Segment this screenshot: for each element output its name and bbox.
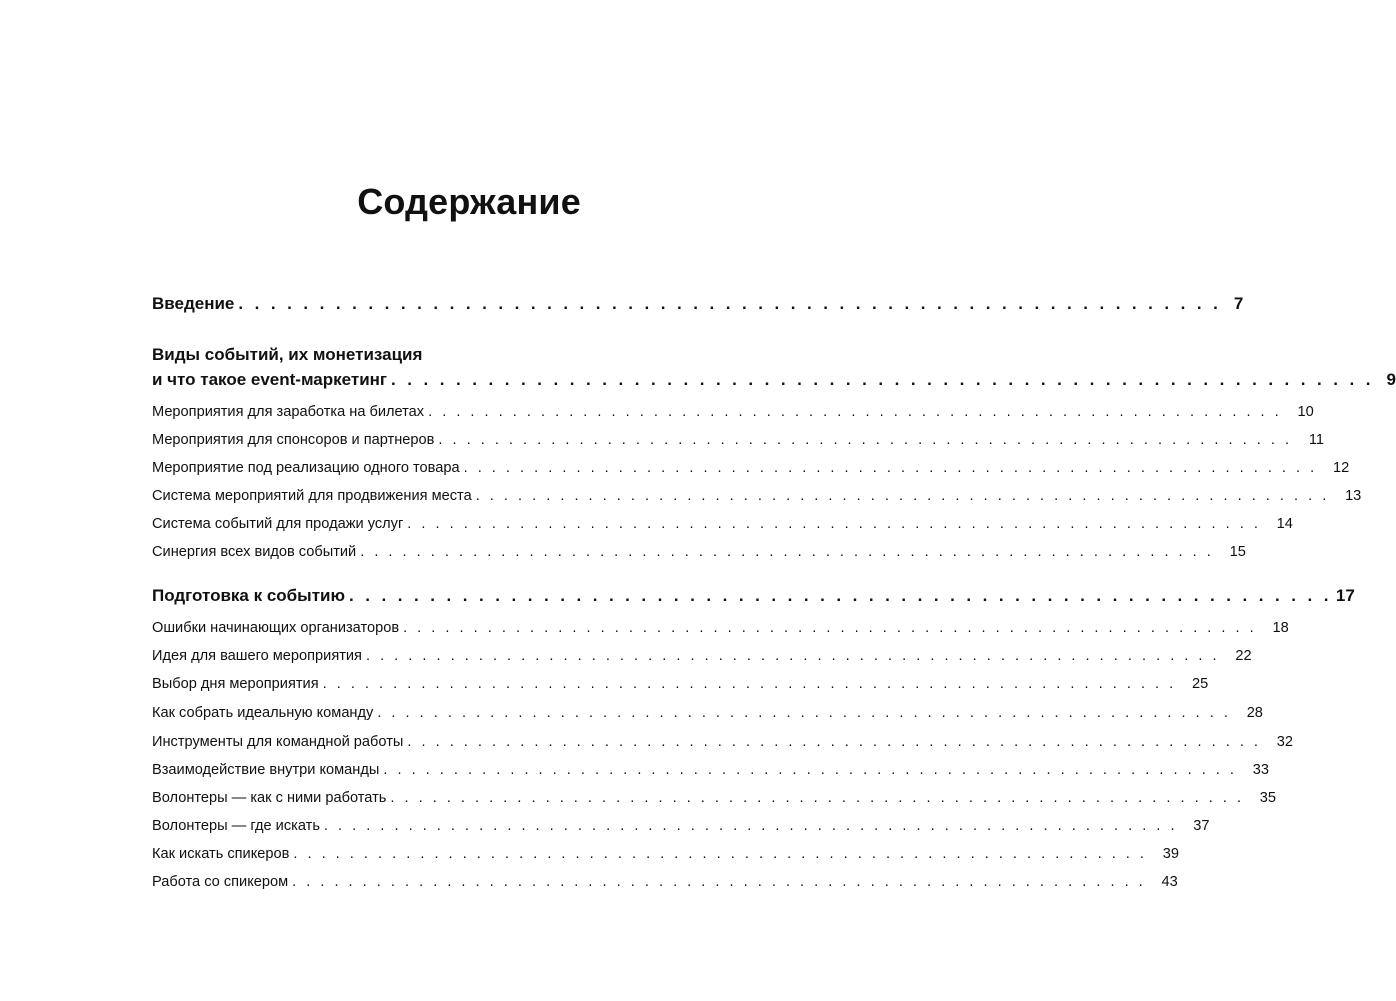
toc-chapter-introduction[interactable] [152, 294, 1244, 314]
section-title: Мероприятия для заработка на билетах [152, 404, 425, 420]
toc-section[interactable] [152, 874, 1178, 890]
page-title: Содержание [357, 181, 581, 222]
section-title: Волонтеры — как с ними работать [152, 790, 387, 806]
dot-leader: . . . . . . . . . . . . . . . . . . . . . . . . . . . . . . . . . . . . . . . . . . . . . . . . . . . . . . . . . . . . . [365, 648, 1220, 664]
section-page-number: 39 [1162, 846, 1179, 862]
toc-section[interactable] [152, 544, 1246, 560]
toc-chapter-event-types[interactable] [152, 370, 1396, 390]
chapter-title: Введение [152, 294, 235, 313]
chapter-title-line1[interactable]: Виды событий, их монетизация [152, 345, 423, 364]
section-title: Система событий для продажи услуг [152, 516, 404, 532]
dot-leader: . . . . . . . . . . . . . . . . . . . . . . . . . . . . . . . . . . . . . . . . . . . . . . . . . . . . . . . . . . . . . [438, 432, 1292, 448]
toc-section[interactable] [152, 516, 1293, 532]
toc-section[interactable] [152, 404, 1314, 420]
section-title: Как собрать идеальную команду [152, 705, 374, 721]
dot-leader: . . . . . . . . . . . . . . . . . . . . . . . . . . . . . . . . . . . . . . . . . . . . . . . . . . . . . . . . . . . . . [293, 846, 1147, 862]
section-page-number: 32 [1276, 734, 1293, 750]
section-title: Как искать спикеров [152, 846, 290, 862]
section-page-number: 37 [1193, 818, 1210, 834]
section-title: Мероприятия для спонсоров и партнеров [152, 432, 435, 448]
dot-leader: . . . . . . . . . . . . . . . . . . . . . . . . . . . . . . . . . . . . . . . . . . . . . . . . . . . . . . . . . . . . . [475, 488, 1330, 504]
chapter-page-number: 7 [1233, 294, 1244, 313]
section-page-number: 13 [1345, 488, 1362, 504]
chapter-title: Подготовка к событию [152, 586, 345, 605]
section-page-number: 11 [1308, 432, 1324, 448]
dot-leader: . . . . . . . . . . . . . . . . . . . . . . . . . . . . . . . . . . . . . . . . . . . . . . . . . . . . . . . . . . . . . [349, 586, 1332, 605]
toc-section[interactable] [152, 676, 1209, 692]
dot-leader: . . . . . . . . . . . . . . . . . . . . . . . . . . . . . . . . . . . . . . . . . . . . . . . . . . . . . . . . . . . . . [407, 516, 1261, 532]
section-title: Взаимодействие внутри команды [152, 762, 380, 778]
dot-leader: . . . . . . . . . . . . . . . . . . . . . . . . . . . . . . . . . . . . . . . . . . . . . . . . . . . . . . . . . . . . . [383, 762, 1237, 778]
dot-leader: . . . . . . . . . . . . . . . . . . . . . . . . . . . . . . . . . . . . . . . . . . . . . . . . . . . . . . . . . . . . . [390, 790, 1244, 806]
dot-leader: . . . . . . . . . . . . . . . . . . . . . . . . . . . . . . . . . . . . . . . . . . . . . . . . . . . . . . . . . . . . . [403, 620, 1257, 636]
dot-leader: . . . . . . . . . . . . . . . . . . . . . . . . . . . . . . . . . . . . . . . . . . . . . . . . . . . . . . . . . . . . . [407, 734, 1261, 750]
section-title: Волонтеры — где искать [152, 818, 320, 834]
toc-section[interactable] [152, 620, 1289, 636]
toc-section[interactable] [152, 705, 1263, 721]
section-page-number: 28 [1246, 705, 1263, 721]
section-title: Выбор дня мероприятия [152, 676, 319, 692]
section-page-number: 18 [1272, 620, 1289, 636]
chapter-page-number: 17 [1335, 586, 1355, 605]
section-page-number: 25 [1191, 676, 1209, 692]
section-page-number: 22 [1235, 648, 1252, 664]
section-title: Работа со спикером [152, 874, 289, 890]
section-page-number: 15 [1229, 544, 1246, 560]
section-title: Ошибки начинающих организаторов [152, 620, 400, 636]
section-page-number: 10 [1297, 404, 1314, 420]
dot-leader: . . . . . . . . . . . . . . . . . . . . . . . . . . . . . . . . . . . . . . . . . . . . . . . . . . . . . . . . . . . . . [391, 370, 1374, 389]
section-title: Синергия всех видов событий [152, 544, 357, 560]
dot-leader: . . . . . . . . . . . . . . . . . . . . . . . . . . . . . . . . . . . . . . . . . . . . . . . . . . . . . . . . . . . . . [360, 544, 1214, 560]
toc-chapter-preparation[interactable] [152, 586, 1355, 606]
section-title: Инструменты для командной работы [152, 734, 404, 750]
toc-section[interactable] [152, 648, 1252, 664]
section-title: Система мероприятий для продвижения места [152, 488, 472, 504]
section-page-number: 33 [1252, 762, 1269, 778]
dot-leader: . . . . . . . . . . . . . . . . . . . . . . . . . . . . . . . . . . . . . . . . . . . . . . . . . . . . . . . . . . . . . [377, 705, 1231, 721]
toc-section[interactable] [152, 846, 1179, 862]
toc-section[interactable] [152, 790, 1276, 806]
dot-leader: . . . . . . . . . . . . . . . . . . . . . . . . . . . . . . . . . . . . . . . . . . . . . . . . . . . . . . . . . . . . . [322, 676, 1177, 692]
chapter-title: и что такое event-маркетинг [152, 370, 388, 389]
section-page-number: 12 [1332, 460, 1350, 476]
dot-leader: . . . . . . . . . . . . . . . . . . . . . . . . . . . . . . . . . . . . . . . . . . . . . . . . . . . . . . . . . . . . . [428, 404, 1282, 420]
section-page-number: 14 [1276, 516, 1293, 532]
dot-leader: . . . . . . . . . . . . . . . . . . . . . . . . . . . . . . . . . . . . . . . . . . . . . . . . . . . . . . . . . . . . . [292, 874, 1146, 890]
toc-section[interactable] [152, 818, 1210, 834]
toc-section[interactable] [152, 734, 1293, 750]
section-page-number: 35 [1259, 790, 1276, 806]
section-page-number: 43 [1161, 874, 1178, 890]
section-title: Мероприятие под реализацию одного товара [152, 460, 460, 476]
dot-leader: . . . . . . . . . . . . . . . . . . . . . . . . . . . . . . . . . . . . . . . . . . . . . . . . . . . . . . . . . . . . . [463, 460, 1318, 476]
toc-section[interactable] [152, 432, 1324, 448]
dot-leader: . . . . . . . . . . . . . . . . . . . . . . . . . . . . . . . . . . . . . . . . . . . . . . . . . . . . . . . . . . . . . [323, 818, 1178, 834]
toc-section[interactable] [152, 488, 1362, 504]
section-title: Идея для вашего мероприятия [152, 648, 362, 664]
dot-leader: . . . . . . . . . . . . . . . . . . . . . . . . . . . . . . . . . . . . . . . . . . . . . . . . . . . . . . . . . . . . . [238, 294, 1222, 313]
toc-section[interactable] [152, 762, 1269, 778]
chapter-page-number: 9 [1386, 370, 1396, 389]
toc-section[interactable] [152, 460, 1350, 476]
